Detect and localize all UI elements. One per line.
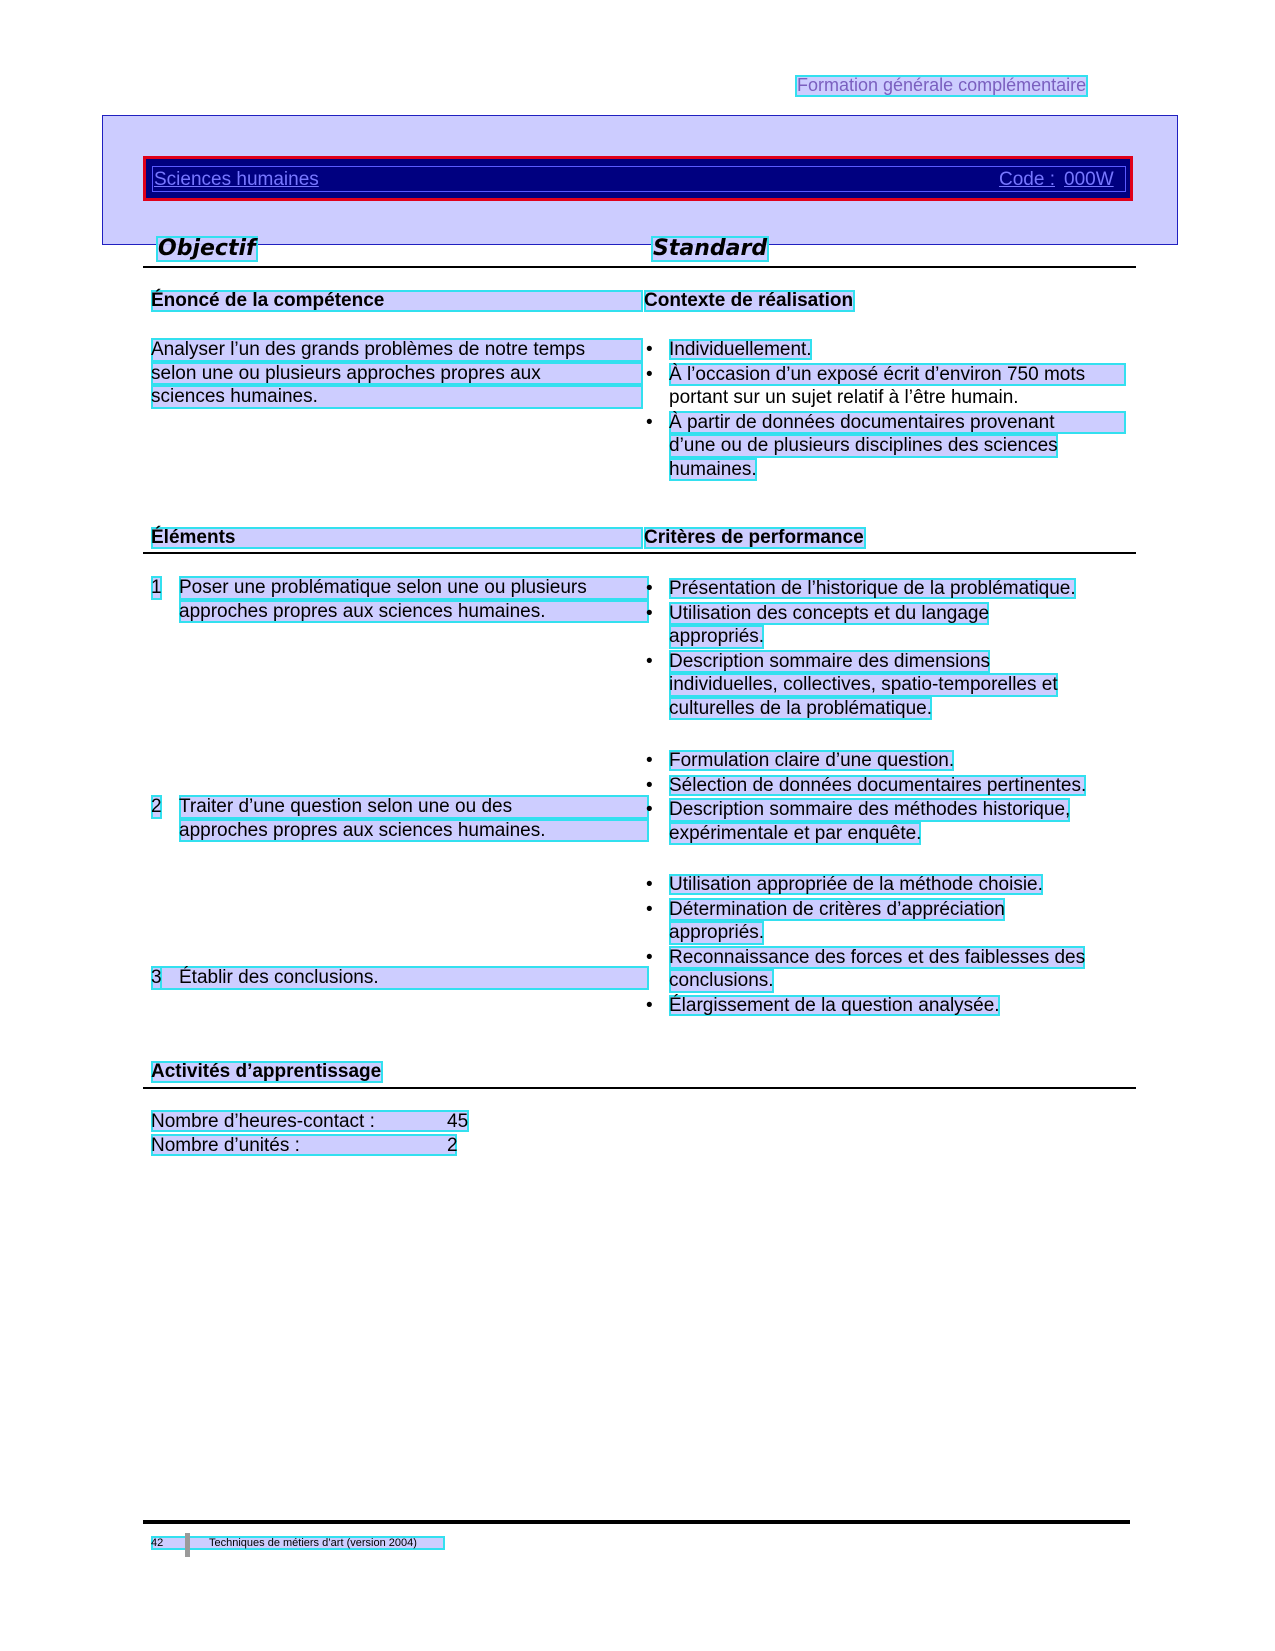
element-1: 1 Poser une problématique selon une ou plusieurs approches propres aux sciences humaines. <box>151 576 649 623</box>
list-item: • Description sommaire des dimensions individuelles, collectives, spatio-temporelles et culturelles de la problématique. <box>646 650 1126 721</box>
elements-rule <box>143 552 1136 554</box>
footer-text: Techniques de métiers d’art (version 2004) <box>209 1537 417 1549</box>
list-item: • Description sommaire des méthodes historique, expérimentale et par enquête. <box>646 798 1126 845</box>
element-2: 2 Traiter d’une question selon une ou des approches propres aux sciences humaines. <box>151 795 649 842</box>
footer-separator <box>185 1533 190 1557</box>
footer <box>151 1536 445 1550</box>
objectif-heading: Objectif <box>158 236 256 261</box>
list-item: • Formulation claire d’une question. <box>646 749 1126 773</box>
list-item: • À l’occasion d’un exposé écrit d’environ 750 mots portant sur un sujet relatif à l’être humain. <box>646 363 1126 410</box>
list-item: • Détermination de critères d’appréciation appropriés. <box>646 898 1126 945</box>
code-value: 000W <box>1064 169 1114 190</box>
list-item: • Présentation de l’historique de la problématique. <box>646 577 1126 601</box>
list-item: • Utilisation des concepts et du langage appropriés. <box>646 602 1126 649</box>
competence-label: Énoncé de la compétence <box>151 290 643 312</box>
course-title: Sciences humaines <box>154 169 319 190</box>
elements-label: Éléments <box>151 527 643 549</box>
list-item: • Utilisation appropriée de la méthode choisie. <box>646 873 1126 897</box>
course-header-bar <box>143 156 1133 201</box>
list-item: • À partir de données documentaires provenant d’une ou de plusieurs disciplines des sciences humaines. <box>646 411 1126 482</box>
standard-heading: Standard <box>653 236 768 261</box>
unites-row: Nombre d’unités : 2 <box>151 1135 458 1156</box>
heading-rule <box>143 266 1136 268</box>
activites-rule <box>143 1087 1136 1089</box>
code-label: Code : <box>999 169 1055 190</box>
criteres-label: Critères de performance <box>644 527 864 548</box>
activites-label: Activités d’apprentissage <box>151 1061 382 1082</box>
list-item: • Reconnaissance des forces et des faiblesses des conclusions. <box>646 946 1126 993</box>
heures-row: Nombre d’heures-contact : 45 <box>151 1111 469 1132</box>
list-item: • Sélection de données documentaires pertinentes. <box>646 774 1126 798</box>
list-item: • Individuellement. <box>646 338 1126 362</box>
criteria-list-2 <box>646 749 1126 846</box>
criteria-list-1 <box>646 577 1126 721</box>
element-3: 3 Établir des conclusions. <box>151 966 649 990</box>
footer-rule <box>143 1520 1130 1524</box>
list-item: • Élargissement de la question analysée. <box>646 994 1126 1018</box>
contexte-label: Contexte de réalisation <box>644 290 854 311</box>
program-label: Formation générale complémentaire <box>797 75 1087 95</box>
criteria-list-3 <box>646 873 1126 1018</box>
contexte-list <box>646 338 1126 482</box>
page-number: 42 <box>151 1537 164 1549</box>
competence-text: Analyser l’un des grands problèmes de notre temps selon une ou plusieurs approches propres aux sciences humaines. <box>151 338 643 409</box>
